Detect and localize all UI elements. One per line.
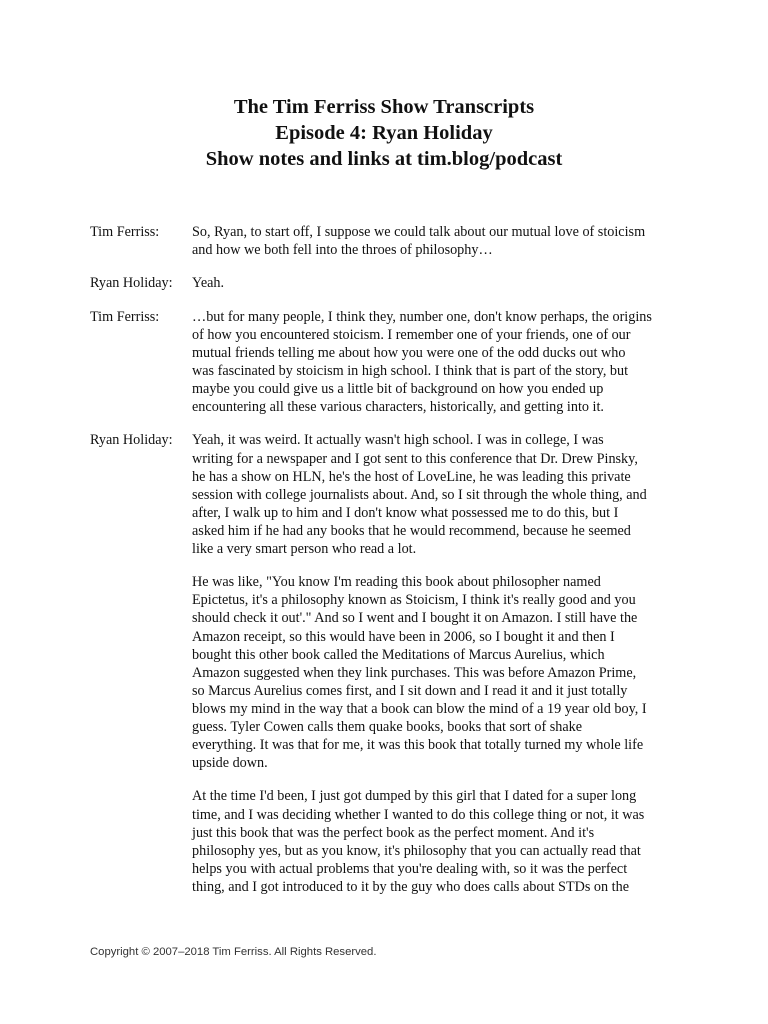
speech-line: …but for many people, I think they, number one, don't know perhaps, the origins bbox=[192, 308, 652, 325]
speech-line: should check it out'." And so I went and I bought it on Amazon. I still have the bbox=[192, 610, 638, 627]
speech-line: thing, and I got introduced to it by the guy who does calls about STDs on the bbox=[192, 878, 629, 895]
speech-line: upside down. bbox=[192, 755, 268, 772]
speech-line: of how you encountered stoicism. I remember one of your friends, one of our bbox=[192, 326, 631, 343]
speech-line: after, I walk up to him and I don't know what possessed me to do this, but I bbox=[192, 504, 619, 521]
speaker-label: Tim Ferriss: bbox=[90, 224, 160, 240]
document-title: The Tim Ferriss Show Transcripts bbox=[233, 96, 535, 118]
speech-paragraph bbox=[192, 223, 690, 259]
speech-line: guess. Tyler Cowen calls them quake books, books that sort of shake bbox=[192, 719, 583, 735]
speech-line: like a very smart person who read a lot. bbox=[192, 540, 417, 557]
speech-line: just this book that was the perfect book as the perfect moment. And it's bbox=[192, 824, 595, 841]
transcript-turn bbox=[90, 431, 690, 896]
speaker-label: Tim Ferriss: bbox=[90, 308, 160, 325]
speech-line: helps you with actual problems that you're dealing with, so it was the perfect bbox=[192, 860, 628, 877]
speech-line: writing for a newspaper and I got sent to this conference that Dr. Drew Pinsky, bbox=[192, 450, 638, 467]
speech-paragraph bbox=[192, 431, 690, 558]
speech-line: So, Ryan, to start off, I suppose we could talk about our mutual love of stoicism bbox=[192, 224, 646, 240]
transcript-turn bbox=[90, 274, 690, 292]
speech-line: mutual friends telling me about how you were one of the odd ducks out who bbox=[192, 344, 626, 361]
speaker-label: Ryan Holiday: bbox=[90, 432, 173, 449]
speech-line: was fascinated by stoicism in high school. I think that is part of the story, but bbox=[192, 362, 629, 379]
speech-line: everything. It was that for me, it was this book that totally turned my whole life bbox=[192, 737, 644, 754]
speech-text bbox=[192, 274, 690, 292]
episode-title: Episode 4: Ryan Holiday bbox=[275, 122, 493, 144]
transcript-turn bbox=[90, 308, 690, 417]
speech-line: bought this other book called the Meditations of Marcus Aurelius, which bbox=[192, 646, 605, 663]
document-header bbox=[0, 94, 768, 172]
speech-paragraph bbox=[192, 573, 690, 772]
speech-line: Epictetus, it's a philosophy known as Stoicism, I think it's really good and you bbox=[192, 592, 636, 609]
speech-line: encountering all these various characters, historically, and getting into it. bbox=[192, 399, 604, 416]
speech-line: asked him if he had any books that he would recommend, because he seemed bbox=[192, 522, 631, 539]
speech-line: philosophy yes, but as you know, it's philosophy that you can actually read that bbox=[192, 842, 641, 859]
speech-line: Amazon receipt, so this would have been in 2006, so I bought it and then I bbox=[192, 628, 615, 645]
speech-line: maybe you could give us a little bit of background on how you ended up bbox=[192, 381, 604, 398]
speech-line: At the time I'd been, I just got dumped by this girl that I dated for a super long bbox=[192, 788, 637, 805]
speech-line: Yeah, it was weird. It actually wasn't high school. I was in college, I was bbox=[192, 432, 604, 449]
speech-text bbox=[192, 431, 690, 896]
speech-line: session with college journalists about. And, so I sit through the whole thing, and bbox=[192, 486, 647, 503]
transcript-body bbox=[90, 223, 690, 911]
speech-line: blows my mind in the way that a book can blow the mind of a 19 year old boy, I bbox=[192, 700, 647, 717]
speech-line: He was like, "You know I'm reading this book about philosopher named bbox=[192, 574, 601, 591]
speech-line: so Marcus Aurelius comes first, and I sit down and I read it and it just totally bbox=[192, 682, 628, 699]
speech-text bbox=[192, 308, 690, 417]
speech-paragraph bbox=[192, 274, 690, 292]
speech-line: and how we both fell into the throes of philosophy… bbox=[192, 242, 493, 259]
speaker-label: Ryan Holiday: bbox=[90, 275, 173, 292]
show-notes-line: Show notes and links at tim.blog/podcast bbox=[205, 148, 563, 170]
speech-paragraph bbox=[192, 308, 690, 417]
speech-paragraph bbox=[192, 787, 690, 896]
copyright-footer: Copyright © 2007–2018 Tim Ferriss. All Rights Reserved. bbox=[90, 946, 377, 958]
transcript-turn bbox=[90, 223, 690, 259]
speech-text bbox=[192, 223, 690, 259]
speech-line: time, and I was deciding whether I wanted to do this college thing or not, it was bbox=[192, 806, 645, 823]
speech-line: Yeah. bbox=[192, 275, 225, 292]
speech-line: Amazon suggested when they link purchases. This was before Amazon Prime, bbox=[192, 664, 637, 681]
speech-line: he has a show on HLN, he's the host of LoveLine, he was leading this private bbox=[192, 468, 631, 485]
